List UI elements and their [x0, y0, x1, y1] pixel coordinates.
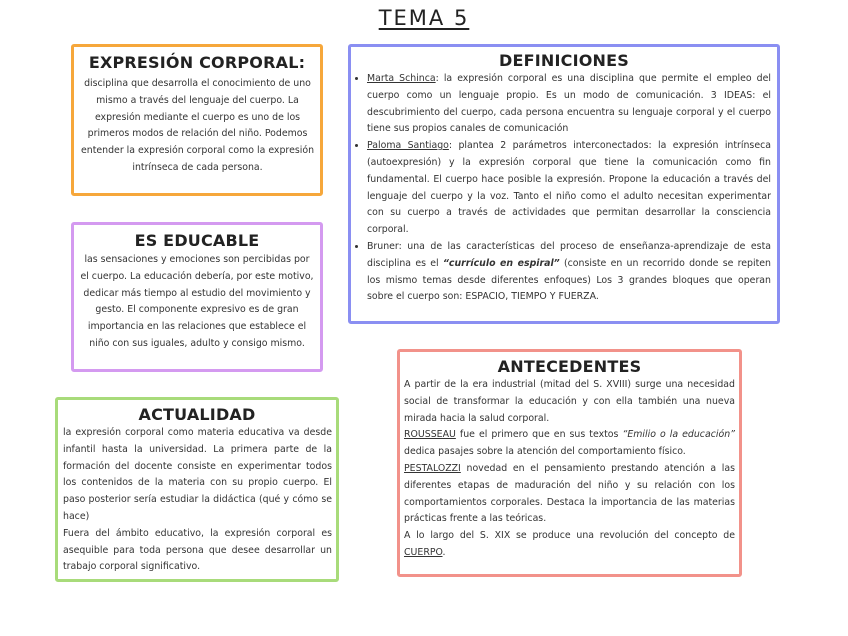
- definicion-item: [367, 239, 771, 306]
- rousseau-text-end: dedica pasajes sobre la atención del comportamiento físico.: [404, 446, 686, 458]
- definicion-text: : una de las características del proceso de enseñanza-aprendizaje de esta disciplina es el: [367, 240, 771, 269]
- actualidad-card: [55, 397, 339, 582]
- antecedentes-paragraph-rousseau: [404, 427, 735, 461]
- emilio-book-title: “Emilio o la educación”: [622, 429, 735, 441]
- es-educable-text: las sensaciones y emociones son percibidas por el cuerpo. La educación debería, por este motivo, dedicar más tiempo al estudio del movimiento y gesto. El componente expresivo es de gran importancia en las relaciones que establece el niño con sus iguales, adulto y consigo mismo.: [80, 254, 314, 349]
- pestalozzi-text: novedad en el pensamiento prestando atención a las diferentes etapas de maduración del niño y su relación con los comportamientos corporales. Destaca la importancia de las materias prácticas frente a las teóricas.: [404, 462, 735, 525]
- actualidad-body: [58, 425, 336, 576]
- definicion-item: [367, 71, 771, 138]
- definiciones-heading: DEFINICIONES: [499, 51, 629, 70]
- cuerpo-word: CUERPO: [404, 546, 443, 558]
- antecedentes-paragraph-pestalozzi: [404, 461, 735, 528]
- definicion-author: Marta Schinca: [367, 73, 436, 84]
- siglo-xix-text: A lo largo del S. XIX se produce una revolución del concepto de: [404, 530, 735, 542]
- rousseau-text: fue el primero que en sus textos: [455, 429, 623, 441]
- actualidad-heading: ACTUALIDAD: [138, 405, 256, 424]
- antecedentes-card: [397, 349, 742, 577]
- antecedentes-heading: ANTECEDENTES: [497, 357, 642, 376]
- curriculo-espiral-emphasis: “currículo en espiral”: [442, 257, 560, 269]
- definicion-text: : plantea 2 parámetros interconectados: la expresión intrínseca (autoexpresión) y la expresión corporal que tiene la comunicación como fin fundamental. El cuerpo hace posible la expresión. Propone la educación a través del lenguaje del cuerpo y la voz. Tanto el niño como el adulto necesitan experimentar con su cuerpo a través de actividades que permitan desarrollar la consciencia corporal.: [367, 140, 771, 236]
- expresion-corporal-heading: EXPRESIÓN CORPORAL:: [88, 53, 306, 72]
- es-educable-heading: ES EDUCABLE: [134, 231, 260, 250]
- definicion-text: : la expresión corporal es una disciplina que permite el empleo del cuerpo como un lenguaje propio. Es un modo de comunicación. 3 IDEAS: el descubrimiento del cuerpo, cada persona encuentra su lenguaje corporal y el cuerpo tiene sus propios canales de comunicación: [367, 73, 771, 135]
- definiciones-list: [351, 71, 777, 306]
- definiciones-card: [348, 44, 780, 324]
- rousseau-name: ROUSSEAU: [404, 429, 456, 441]
- pestalozzi-name: PESTALOZZI: [404, 462, 461, 474]
- expresion-corporal-card: [71, 44, 323, 196]
- actualidad-paragraph-1: la expresión corporal como materia educativa va desde infantil hasta la universidad. La primera parte de la formación del docente consiste en experimentar todos los contenidos de la materia con su propio cuerpo. El paso posterior sería estudiar la didáctica (qué y cómo se hace): [63, 427, 332, 522]
- definicion-author: Paloma Santiago: [367, 140, 449, 152]
- siglo-xix-end: .: [442, 546, 446, 558]
- definicion-item: [367, 138, 771, 239]
- definicion-author: Bruner: [367, 240, 399, 252]
- page-title: TEMA 5: [378, 6, 470, 30]
- antecedentes-paragraph-1: A partir de la era industrial (mitad del S. XVIII) surge una necesidad social de transformar la educación y con ella también una nueva mirada hacia la salud corporal.: [404, 379, 735, 424]
- antecedentes-body: [400, 377, 739, 562]
- expresion-corporal-text: disciplina que desarrolla el conocimiento de uno mismo a través del lenguaje del cuerpo. La expresión mediante el cuerpo es uno de los primeros modos de relación del niño. Podemos entender la expresión corporal como la expresión intrínseca de cada persona.: [81, 78, 315, 173]
- es-educable-card: [71, 222, 323, 372]
- antecedentes-paragraph-4: [404, 528, 735, 562]
- actualidad-paragraph-2: Fuera del ámbito educativo, la expresión corporal es asequible para toda persona que desee desarrollar un trabajo corporal significativo.: [63, 527, 332, 573]
- definicion-text: (consiste en un recorrido donde se repiten los mismo temas desde diferentes enfoques) Los 3 grandes bloques que operan sobre el cuerpo son: ESPACIO, TIEMPO Y FUERZA.: [367, 257, 771, 303]
